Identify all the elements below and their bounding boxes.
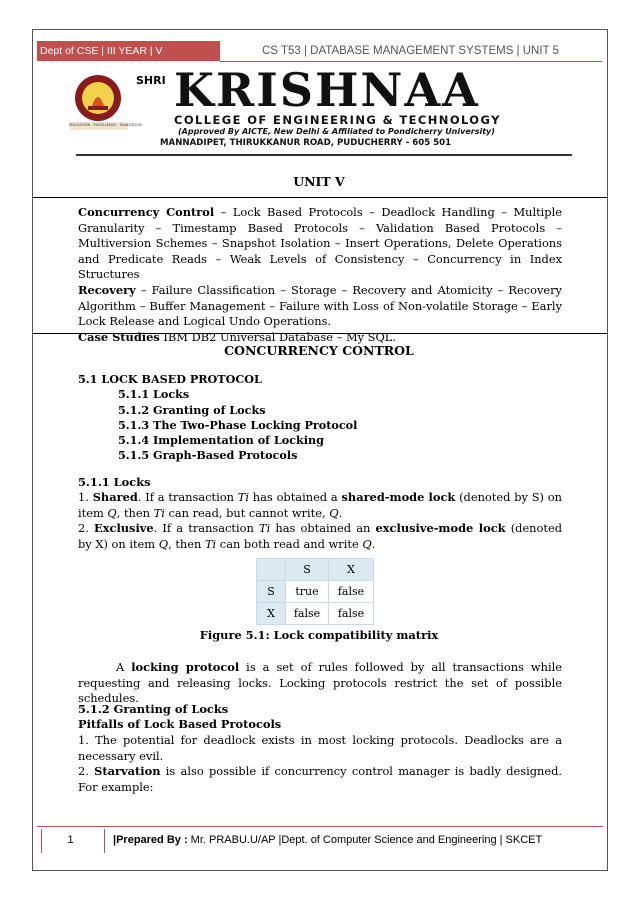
pitfalls-heading: Pitfalls of Lock Based Protocols: [78, 717, 282, 731]
syllabus-bottom-rule: [33, 333, 607, 334]
syllabus-block: [78, 205, 562, 345]
matrix-cell: false: [329, 603, 374, 625]
locking-protocol-paragraph: A locking protocol is a set of rules followed by all transactions while requesting and releasing locks. Locking protocols restrict the set of possible schedules.: [78, 660, 563, 706]
header-course: CS T53 | DATABASE MANAGEMENT SYSTEMS | UNIT 5: [262, 45, 559, 57]
syllabus-cc-text: – Lock Based Protocols – Deadlock Handling – Multiple Granularity – Timestamp Based Protocols – Validation Based Protocols – Multiversion Schemes – Snapshot Isolation – Insert Operations, Delete Operations and Predicate Reads – Weak Levels of Consistency – Concurrency in Index Structures: [78, 205, 562, 282]
syllabus-recovery-text: – Failure Classification – Storage – Recovery and Atomicity – Recovery Algorithm – Buffer Management – Failure with Loss of Non-volatile Storage – Early Lock Release and Logical Undo Operations.: [78, 282, 562, 329]
locks-heading: 5.1.1 Locks: [78, 475, 151, 489]
logo-address: MANNADIPET, THIRUKKANUR ROAD, PUDUCHERRY - 605 501: [160, 138, 452, 148]
toc-item: 5.1.5 Graph-Based Protocols: [118, 448, 298, 463]
matrix-cell: X: [329, 559, 374, 581]
seal-motto: EDUCATION · EXCELLENCE · EXALTATION: [69, 123, 142, 127]
matrix-cell: S: [257, 581, 286, 603]
unit-title: UNIT V: [293, 174, 345, 189]
college-logo-banner: [66, 63, 576, 152]
deadlock-paragraph: 1. The potential for deadlock exists in most locking protocols. Deadlocks are a necessary evil.: [78, 733, 562, 763]
matrix-cell: [257, 559, 286, 581]
header-department: Dept of CSE | III YEAR | V SEMESTER: [37, 41, 220, 61]
matrix-header-row: [257, 559, 374, 581]
toc-item: 5.1.4 Implementation of Locking: [118, 433, 324, 448]
lock-compatibility-matrix: [256, 558, 374, 625]
logo-name: KRISHNAA: [174, 63, 480, 117]
matrix-row: [257, 603, 374, 625]
page-number: 1: [67, 834, 74, 846]
syllabus-recovery-heading: Recovery: [78, 282, 136, 297]
logo-underline: [76, 154, 572, 156]
matrix-cell: true: [286, 581, 329, 603]
matrix-cell: X: [257, 603, 286, 625]
footer-divider: [37, 826, 603, 827]
granting-heading: 5.1.2 Granting of Locks: [78, 702, 229, 716]
logo-subtitle: COLLEGE OF ENGINEERING & TECHNOLOGY: [174, 113, 501, 127]
toc-item: 5.1.2 Granting of Locks: [118, 402, 266, 417]
toc-item: 5.1.1 Locks: [118, 387, 190, 402]
figure-caption: Figure 5.1: Lock compatibility matrix: [199, 628, 439, 642]
exclusive-lock-paragraph: 2. Exclusive. If a transaction Ti has obtained an exclusive-mode lock (denoted by X) on item Q, then Ti can both read and write Q.: [78, 521, 562, 551]
matrix-cell: false: [286, 603, 329, 625]
shared-lock-paragraph: 1. Shared. If a transaction Ti has obtained a shared-mode lock (denoted by S) on item Q, then Ti can read, but cannot write, Q.: [78, 490, 562, 520]
section-title: CONCURRENCY CONTROL: [224, 343, 414, 358]
footer-separator: [104, 829, 105, 853]
syllabus-case-text: IBM DB2 Universal Database – My SQL.: [159, 329, 396, 344]
syllabus-cc-heading: Concurrency Control: [78, 205, 215, 219]
matrix-cell: S: [286, 559, 329, 581]
logo-shri: SHRI: [136, 74, 166, 87]
toc-main: 5.1 LOCK BASED PROTOCOL: [78, 372, 262, 386]
logo-approval: (Approved By AICTE, New Delhi & Affiliated to Pondicherry University): [178, 127, 495, 136]
syllabus-top-rule: [33, 197, 607, 198]
toc-item: 5.1.3 The Two-Phase Locking Protocol: [118, 417, 358, 432]
matrix-row: [257, 581, 374, 603]
matrix-cell: false: [329, 581, 374, 603]
header-divider: [220, 61, 602, 62]
syllabus-case-heading: Case Studies: [78, 329, 160, 344]
footer-credit: |Prepared By : Mr. PRABU.U/AP |Dept. of Computer Science and Engineering | SKCET: [113, 834, 543, 846]
starvation-paragraph: 2. Starvation is also possible if concurrency control manager is badly designed. For example:: [78, 764, 562, 794]
table-of-contents: [78, 372, 357, 464]
